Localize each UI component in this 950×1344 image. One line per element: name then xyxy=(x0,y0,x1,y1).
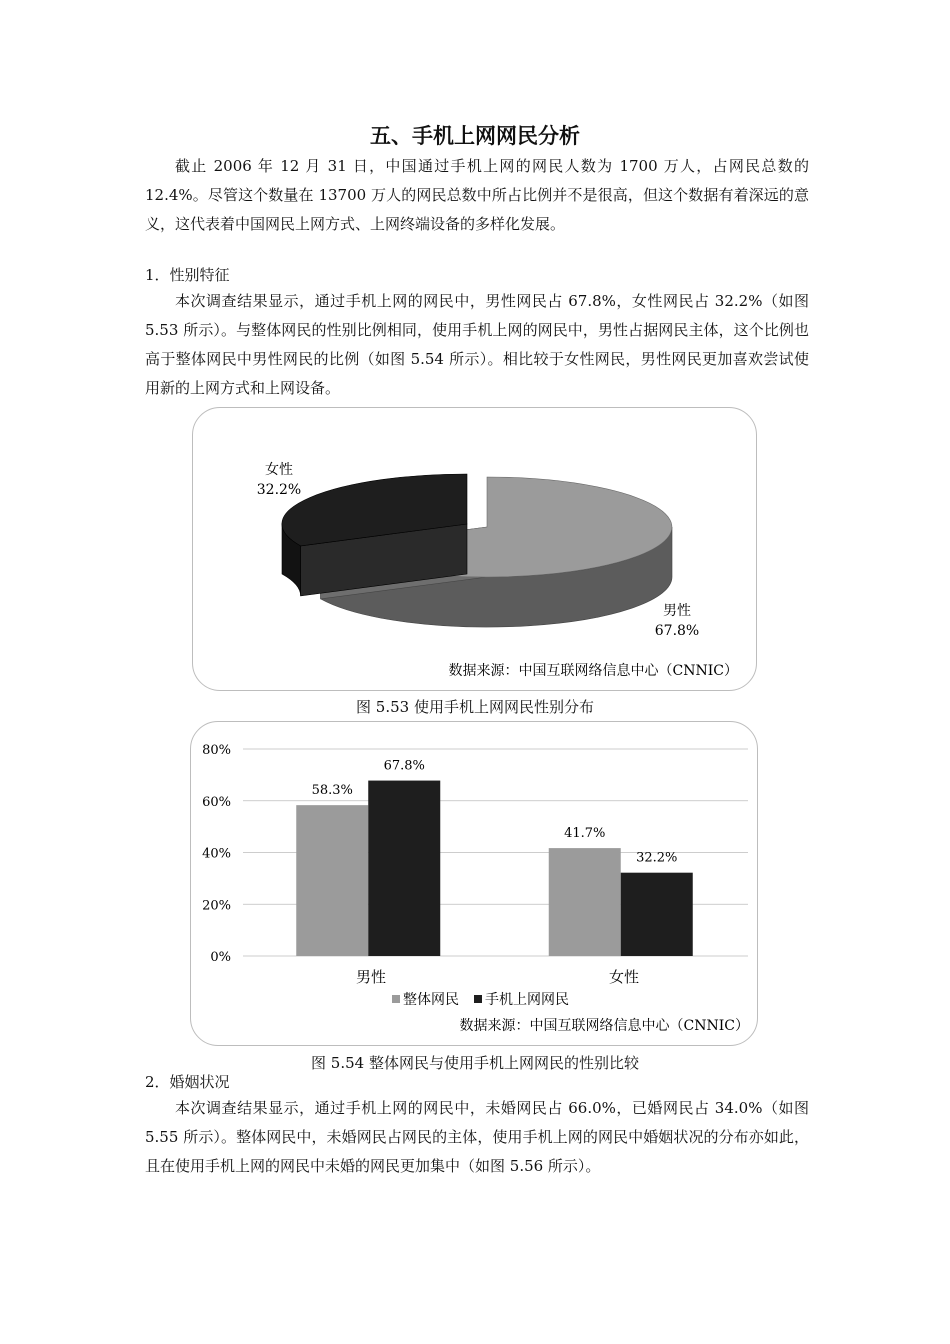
bar-data-label: 67.8% xyxy=(383,758,425,774)
legend-label-mobile: 手机上网网民 xyxy=(485,992,569,1008)
section-heading-gender: 1．性别特征 xyxy=(145,266,230,284)
bar-source-note: 数据来源：中国互联网络信息中心（CNNIC） xyxy=(459,1018,749,1034)
marital-paragraph: 本次调查结果显示，通过手机上网的网民中，未婚网民占 66.0%，已婚网民占 34.0%（如图 5.55 所示）。整体网民中，未婚网民占网民的主体，使用手机上网的网民中婚姻状况的分布亦如此，且在使用手机上网的网民中未婚的网民更加集中（如图 5.56 所示）。 xyxy=(145,1099,809,1175)
bar-y-tick-label: 40% xyxy=(202,846,231,862)
section-heading-marital: 2．婚姻状况 xyxy=(145,1073,230,1091)
bar-y-tick-label: 20% xyxy=(202,898,231,914)
bar-chart-caption: 图 5.54 整体网民与使用手机上网网民的性别比较 xyxy=(311,1054,639,1072)
page-title: 五、手机上网网民分析 xyxy=(370,124,580,148)
intro-paragraph: 截止 2006 年 12 月 31 日，中国通过手机上网的网民人数为 1700 万人，占网民总数的 12.4%。尽管这个数量在 13700 万人的网民总数中所占比例并不是很高，但这个数据有着深远的意义，这代表着中国网民上网方式、上网终端设备的多样化发展。 xyxy=(145,157,809,233)
pie-chart-frame xyxy=(192,407,757,691)
pie-group xyxy=(282,474,672,627)
bar-category-female: 女性 xyxy=(608,968,640,986)
pie-chart-caption: 图 5.53 使用手机上网网民性别分布 xyxy=(356,698,594,716)
bar-category-male: 男性 xyxy=(355,968,387,986)
legend-swatch-mobile xyxy=(474,995,482,1003)
gender-bar-chart xyxy=(191,722,757,1045)
bar-mark xyxy=(368,781,440,956)
bar-mark xyxy=(621,873,693,956)
bar-mark xyxy=(296,805,368,956)
gender-pie-chart xyxy=(193,408,756,690)
bar-chart-frame xyxy=(190,721,758,1046)
bar-y-tick-label: 80% xyxy=(202,743,231,758)
gender-paragraph: 本次调查结果显示，通过手机上网的网民中，男性网民占 67.8%，女性网民占 32.2%（如图 5.53 所示）。与整体网民的性别比例相同，使用手机上网的网民中，男性占据网民主体，这个比例也高于整体网民中男性网民的比例（如图 5.54 所示）。相比较于女性网民，男性网民更加喜欢尝试使用新的上网方式和上网设备。 xyxy=(145,292,809,397)
pie-value-male: 67.8% xyxy=(654,623,700,639)
bar-y-tick-label: 60% xyxy=(202,794,231,810)
bar-y-ticks xyxy=(202,743,231,965)
bar-marks xyxy=(296,759,693,956)
pie-value-female: 32.2% xyxy=(256,482,302,498)
pie-source-note: 数据来源：中国互联网络信息中心（CNNIC） xyxy=(448,663,738,679)
bar-mark xyxy=(549,848,621,956)
pie-label-female: 女性 xyxy=(265,462,293,478)
legend-label-overall: 整体网民 xyxy=(403,992,459,1008)
bar-y-tick-label: 0% xyxy=(210,950,231,965)
pie-label-male: 男性 xyxy=(663,603,691,619)
bar-data-label: 58.3% xyxy=(311,783,353,799)
legend-swatch-overall xyxy=(392,995,400,1003)
bar-data-label: 41.7% xyxy=(564,826,606,842)
bar-data-label: 32.2% xyxy=(636,850,678,866)
